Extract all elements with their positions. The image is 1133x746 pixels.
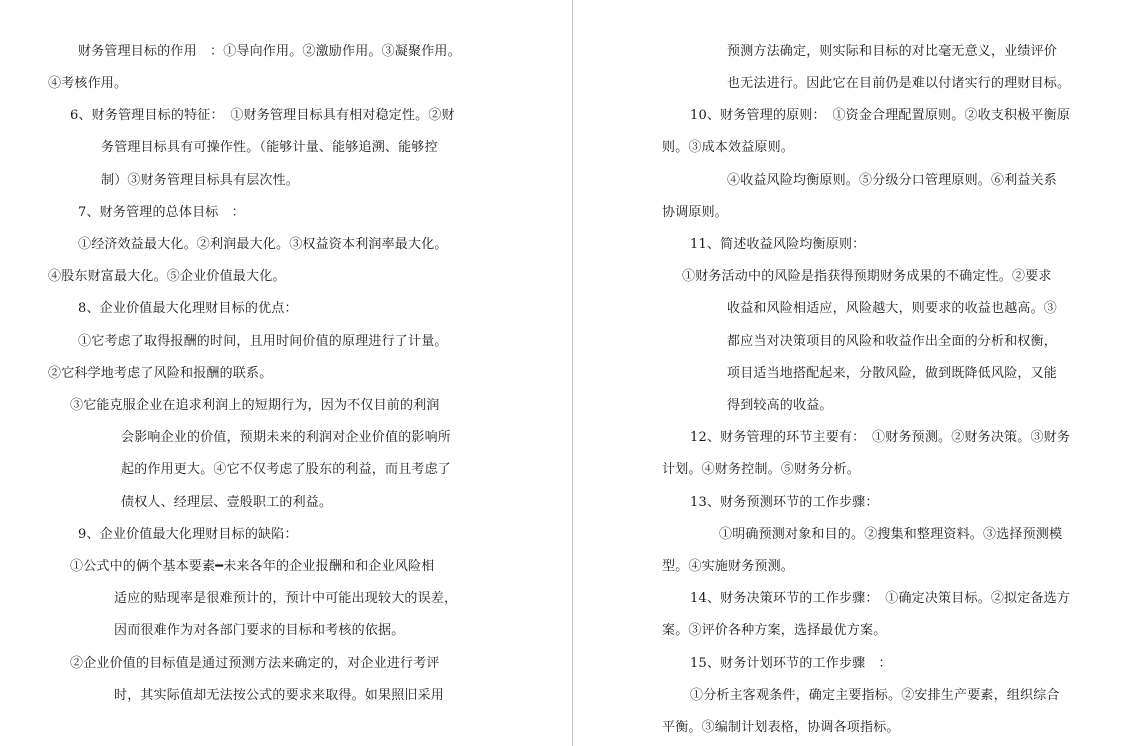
text-line: 务管理目标具有可操作性。（能够计量、能够追溯、能够控	[101, 140, 438, 155]
section-heading-8: 8、企业价值最大化理财目标的优点：	[78, 301, 298, 316]
text-line: 则。③成本效益原则。	[662, 140, 795, 155]
text-line: 型。④实施财务预测。	[662, 559, 795, 574]
text-line: ①明确预测对象和目的。②搜集和整理资料。③选择预测模	[719, 527, 1063, 542]
page-divider	[572, 0, 573, 746]
text-line: 得到较高的收益。	[727, 398, 833, 413]
section-heading-9: 9、企业价值最大化理财目标的缺陷：	[78, 527, 298, 542]
right-page	[574, 0, 1133, 746]
text-line: ①它考虑了取得报酬的时间，且用时间价值的原理进行了计量。	[78, 334, 448, 349]
text-line: ①经济效益最大化。②利润最大化。③权益资本利润率最大化。	[78, 237, 448, 252]
text-line: ②它科学地考虑了风险和报酬的联系。	[48, 366, 273, 381]
text-line: 项目适当地搭配起来，分散风险，做到既降低风险，又能	[727, 366, 1058, 381]
text-line: 都应当对决策项目的风险和收益作出全面的分析和权衡，	[727, 334, 1058, 349]
text-line: ①财务活动中的风险是指获得预期财务成果的不确定性。②要求	[682, 269, 1052, 284]
text-line: 收益和风险相适应，风险越大，则要求的收益也越高。③	[727, 301, 1058, 316]
text-line: 制）③财务管理目标具有层次性。	[101, 173, 300, 188]
text-line: 起的作用更大。④它不仅考虑了股东的利益，而且考虑了	[121, 462, 452, 477]
text-line: 案。③评价各种方案，选择最优方案。	[662, 623, 887, 638]
text-line: ①分析主客观条件，确定主要指标。②安排生产要素，组织综合	[690, 688, 1060, 703]
text-line: ③它能克服企业在追求利润上的短期行为，因为不仅目前的利润	[70, 398, 440, 413]
text-line: ④收益风险均衡原则。⑤分级分口管理原则。⑥利益关系	[727, 173, 1058, 188]
text-line: 会影响企业的价值，预期未来的利润对企业价值的影响所	[121, 430, 452, 445]
text-line: 适应的贴现率是很难预计的，预计中可能出现较大的误差，	[114, 591, 458, 606]
text-line: 时，其实际值却无法按公式的要求来取得。如果照旧采用	[114, 688, 445, 703]
text-line: 计划。④财务控制。⑤财务分析。	[662, 462, 861, 477]
section-heading-7: 7、财务管理的总体目标 ：	[78, 205, 245, 220]
section-heading-12: 12、财务管理的环节主要有： ①财务预测。②财务决策。③财务	[690, 430, 1071, 445]
section-heading-11: 11、简述收益风险均衡原则：	[690, 237, 866, 252]
section-heading-15: 15、财务计划环节的工作步骤 ：	[690, 656, 892, 671]
section-heading-13: 13、财务预测环节的工作步骤：	[690, 495, 879, 510]
section-heading-10: 10、财务管理的原则： ①资金合理配置原则。②收支积极平衡原	[690, 108, 1071, 123]
text-line: 因而很难作为对各部门要求的目标和考核的依据。	[114, 623, 405, 638]
section-heading-14: 14、财务决策环节的工作步骤： ①确定决策目标。②拟定备选方	[690, 591, 1071, 606]
text-line: 也无法进行。因此它在目前仍是难以付诸实行的理财目标。	[727, 76, 1071, 91]
section-heading-6: 6、财务管理目标的特征： ①财务管理目标具有相对稳定性。②财	[70, 108, 455, 123]
text-line: 财务管理目标的作用 ：①导向作用。②激励作用。③凝聚作用。	[78, 44, 461, 59]
text-line: 债权人、经理层、壹般职工的利益。	[121, 495, 333, 510]
text-line: 平衡。③编制计划表格，协调各项指标。	[662, 720, 900, 735]
text-line: 预测方法确定，则实际和目标的对比毫无意义，业绩评价	[727, 44, 1058, 59]
text-line: ②企业价值的目标值是通过预测方法来确定的，对企业进行考评	[70, 656, 440, 671]
text-line: ①公式中的俩个基本要素━未来各年的企业报酬和和企业风险相	[70, 559, 435, 574]
text-line: ④股东财富最大化。⑤企业价值最大化。	[48, 269, 286, 284]
text-line: ④考核作用。	[48, 76, 128, 91]
text-line: 协调原则。	[662, 205, 729, 220]
